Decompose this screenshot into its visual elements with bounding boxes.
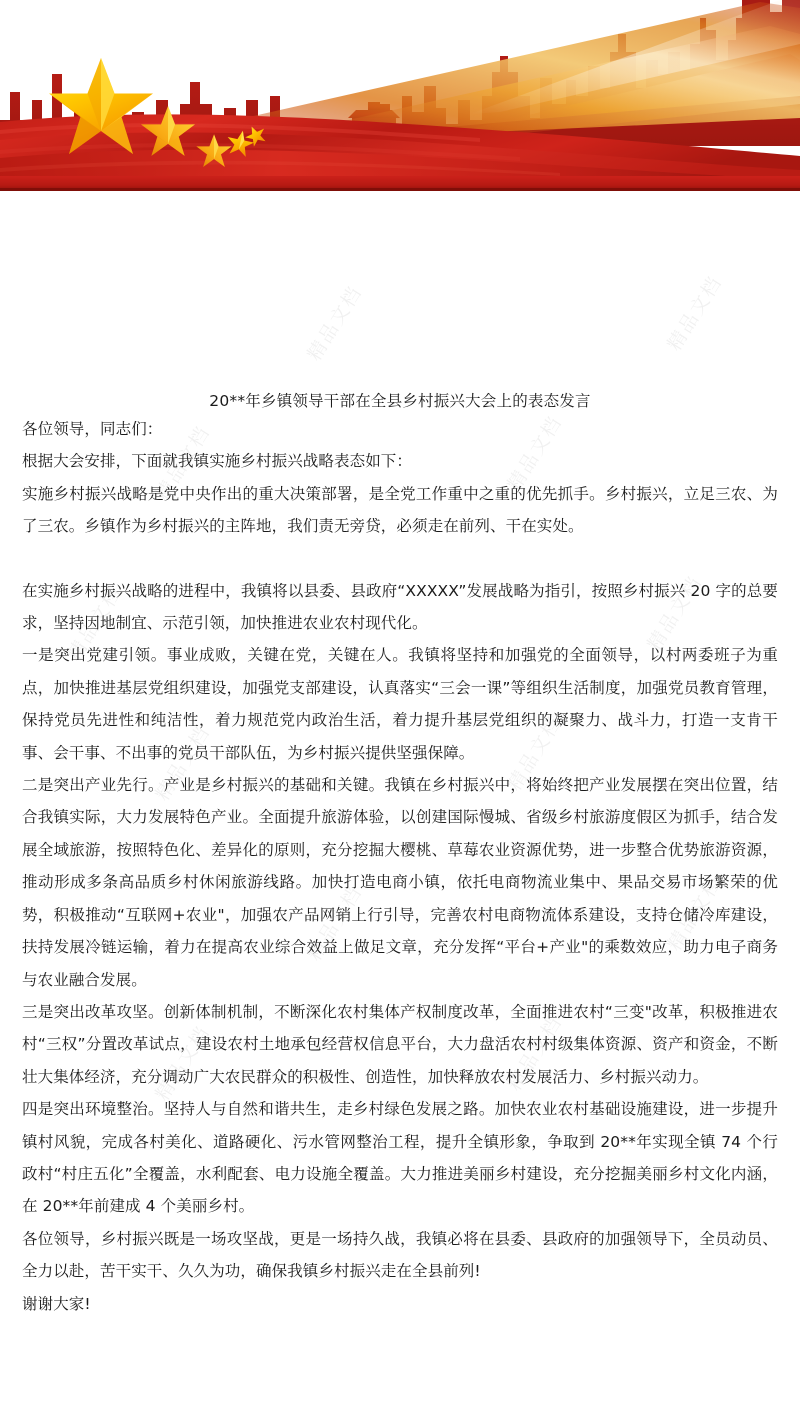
paragraph-point-one-party-building: 一是突出党建引领。事业成败，关键在党，关键在人。我镇将坚持和加强党的全面领导，以村两委班子为重点，加快推进基层党组织建设，加强党支部建设，认真落实“三会一课”等组织生活制度，加强党员教育管理，保持党员先进性和纯洁性，着力规范党内政治生活，着力提升基层党组织的凝聚力、战斗力，打造一支肯干事、会干事、不出事的党员干部队伍，为乡村振兴提供坚强保障。: [22, 646, 778, 762]
paragraph-point-two-industry-first: 二是突出产业先行。产业是乡村振兴的基础和关键。我镇在乡村振兴中，将始终把产业发展摆在突出位置，结合我镇实际，大力发展特色产业。全面提升旅游体验，以创建国际慢城、省级乡村旅游度假区为抓手，结合发展全域旅游，按照特色化、差异化的原则，充分挖掘大樱桃、草莓农业资源优势，进一步整合优势旅游资源，推动形成多条高品质乡村休闲旅游线路。加快打造电商小镇，依托电商物流业集中、果品交易市场繁荣的优势，积极推动“互联网+农业"，加强农产品网销上行引导，完善农村电商物流体系建设，支持仓储冷库建设，扶持发展冷链运输，着力在提高农业综合效益上做足文章，充分发挥“平台+产业"的乘数效应，助力电子商务与农业融合发展。: [22, 776, 778, 989]
paragraph-point-four-environment: 四是突出环境整治。坚持人与自然和谐共生，走乡村绿色发展之路。加快农业农村基础设施建设，进一步提升镇村风貌，完成各村美化、道路硬化、污水管网整治工程，提升全镇形象，争取到 20**年实现全镇 74 个行政村“村庄五化”全覆盖，水利配套、电力设施全覆盖。大力推进美丽乡村建设，充分挖掘美丽乡村文化内涵，在 20**年前建成 4 个美丽乡村。: [22, 1100, 778, 1216]
watermark-text: 精品文档: [63, 581, 127, 665]
paragraph-closing-pledge: 各位领导，乡村振兴既是一场攻坚战，更是一场持久战，我镇必将在县委、县政府的加强领导下，全员动员、全力以赴，苦干实干、久久为功，确保我镇乡村振兴走在全县前列!: [22, 1229, 778, 1281]
watermark-text: 精品文档: [303, 881, 367, 965]
paragraph-point-three-reform: 三是突出改革攻坚。创新体制机制，不断深化农村集体产权制度改革，全面推进农村“三变"改革，积极推进农村“三权”分置改革试点，建设农村土地承包经营权信息平台，大力盘活农村村级集体资源、资产和资金，不断壮大集体经济，充分调动广大农民群众的积极性、创造性，加快释放农村发展活力、乡村振兴动力。: [22, 1002, 778, 1086]
watermark-text: 精品文档: [151, 721, 215, 805]
paragraph-list: [0, 413, 800, 1320]
watermark-text: 精品文档: [303, 281, 367, 365]
paragraph-opening-arrangement: 根据大会安排，下面就我镇实施乡村振兴战略表态如下：: [22, 452, 413, 471]
watermark-text: 精品文档: [503, 411, 567, 495]
watermark-text: 精品文档: [503, 1011, 567, 1095]
banner-graphic: [0, 0, 800, 191]
paragraph-guiding-strategy: 在实施乡村振兴战略的进程中，我镇将以县委、县政府“XXXXX”发展战略为指引，按照乡村振兴 20 字的总要求，坚持因地制宜、示范引领，加快推进农业农村现代化。: [22, 581, 778, 633]
paragraph-gap: [0, 543, 800, 575]
watermark-text: 精品文档: [151, 421, 215, 505]
document-title: 20**年乡镇领导干部在全县乡村振兴大会上的表态发言: [209, 392, 591, 410]
watermark-text: 精品文档: [503, 711, 567, 795]
document-page: [0, 191, 800, 1418]
watermark-text: 精品文档: [663, 271, 727, 355]
page-header-banner: [0, 0, 800, 191]
paragraph-thanks: 谢谢大家!: [22, 1294, 91, 1313]
paragraph-salutation: 各位领导，同志们：: [22, 420, 163, 439]
watermark-text: 精品文档: [643, 571, 707, 655]
document-content: [0, 191, 800, 1320]
watermark-text: 精品文档: [151, 1021, 215, 1105]
paragraph-strategy-significance: 实施乡村振兴战略是党中央作出的重大决策部署，是全党工作重中之重的优先抓手。乡村振兴，立足三农、为了三农。乡镇作为乡村振兴的主阵地，我们责无旁贷，必须走在前列、干在实处。: [22, 484, 778, 536]
watermark-text: 精品文档: [663, 871, 727, 955]
